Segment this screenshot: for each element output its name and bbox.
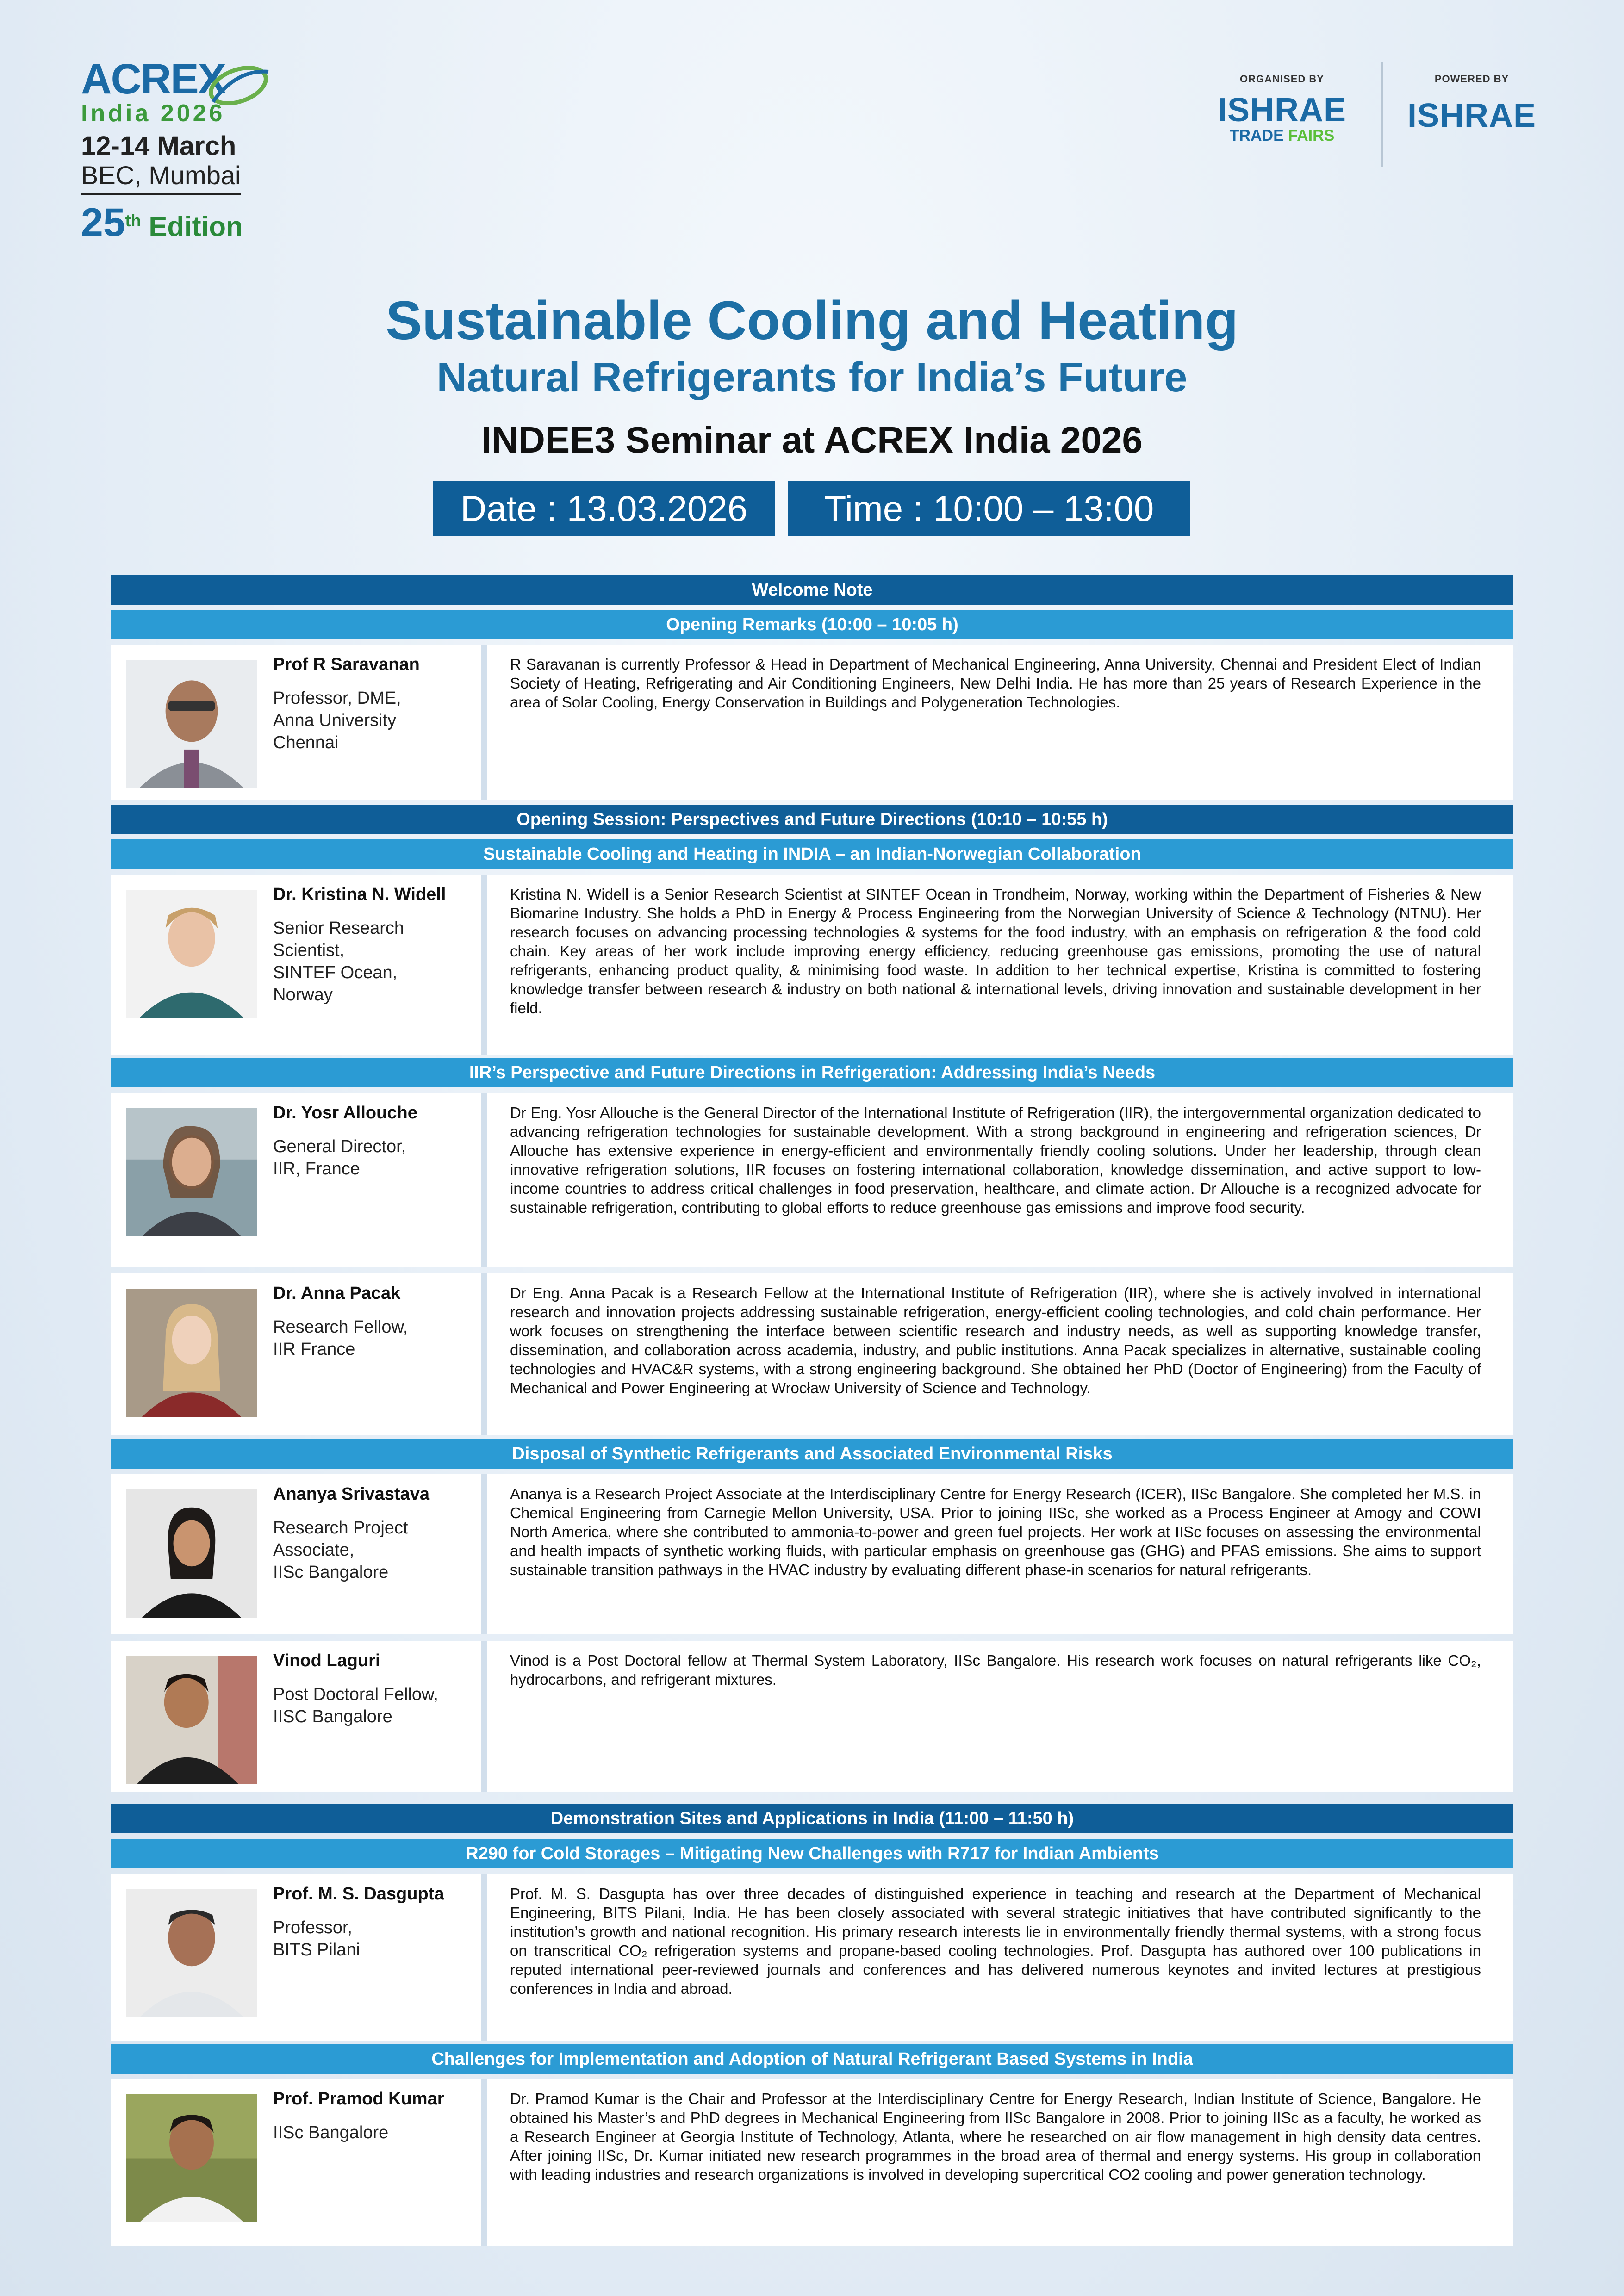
section-bar-welcome: Welcome Note	[111, 575, 1513, 605]
event-dates: 12-14 March	[81, 131, 236, 161]
speaker-role: IISc Bangalore	[273, 2123, 389, 2142]
speaker-photo	[126, 1289, 257, 1417]
speaker-card-saravanan	[111, 645, 1513, 800]
date-badge: Date : 13.03.2026	[433, 481, 775, 536]
speaker-card-laguri	[111, 1641, 1513, 1792]
speaker-card-pacak	[111, 1273, 1513, 1435]
organiser-name: ISHRAE	[1217, 92, 1347, 129]
organiser-subtitle	[1199, 127, 1365, 145]
powered-by-name: ISHRAE	[1407, 97, 1537, 134]
section-bar-opening-remarks: Opening Remarks (10:00 – 10:05 h)	[111, 610, 1513, 639]
speaker-bio: Prof. M. S. Dasgupta has over three decades of distinguished experience in teaching and research at the Department of Mechanical Engineering, BITS Pilani, India. He has been closely associated with several strategic initiatives that have contributed significantly to the institution’s growth and national recognition. His primary research interests lie in environmentally friendly thermal systems, with a strong focus on transcritical CO₂ refrigeration systems and propane-based cooling technologies. Prof. Dasgupta has authored over 100 publications in reputed international peer-reviewed journals and conferences and has delivered numerous keynotes and invited lectures at prestigious conferences in India and abroad.	[510, 1885, 1481, 1997]
speaker-photo	[126, 2094, 257, 2222]
speaker-card-widell	[111, 875, 1513, 1055]
speaker-name: Ananya Srivastava	[273, 1484, 429, 1504]
section-bar-disposal: Disposal of Synthetic Refrigerants and Associated Environmental Risks	[111, 1439, 1513, 1469]
speaker-role: Professor, BITS Pilani	[273, 1918, 360, 1960]
seminar-title: INDEE3 Seminar at ACREX India 2026	[481, 419, 1143, 460]
speaker-photo	[126, 890, 257, 1018]
speaker-role: General Director, IIR, France	[273, 1137, 406, 1179]
time-badge: Time : 10:00 – 13:00	[788, 481, 1190, 536]
speaker-name: Dr. Yosr Allouche	[273, 1103, 417, 1123]
speaker-name: Vinod Laguri	[273, 1651, 380, 1670]
section-bar-challenges: Challenges for Implementation and Adoption of Natural Refrigerant Based Systems in India	[111, 2044, 1513, 2074]
edition-number: 25	[81, 200, 125, 245]
logo-divider	[1381, 62, 1383, 167]
section-bar-opening-session: Opening Session: Perspectives and Future Directions (10:10 – 10:55 h)	[111, 805, 1513, 834]
speaker-role: Research Project Associate, IISc Bangalore	[273, 1518, 408, 1582]
speaker-bio: Dr Eng. Yosr Allouche is the General Director of the International Institute of Refrigeration (IIR), the intergovernmental organization dedicated to advancing refrigeration technologies for sustainable development. With a strong background in engineering and refrigeration sciences, Dr Allouche has extensive experience in energy-efficient and environmentally friendly cooling solutions. Under her leadership, through clean innovative refrigeration solutions, IIR focuses on fostering international collaboration, knowledge dissemination, and active support to low-income countries to address critical challenges in food preservation, healthcare, and climate action. Dr Allouche is a recognized advocate for sustainable refrigeration, contributing to global efforts to reduce greenhouse gas emissions and improve food security.	[510, 1104, 1481, 1216]
edition-badge	[81, 200, 275, 246]
section-bar-demo: Demonstration Sites and Applications in India (11:00 – 11:50 h)	[111, 1804, 1513, 1833]
organiser-sub-trade: TRADE	[1229, 127, 1284, 144]
powered-by-label: POWERED BY	[1434, 73, 1509, 85]
acrex-swoosh-icon	[204, 60, 273, 111]
powered-by-logo	[1393, 73, 1550, 132]
speaker-bio: Dr Eng. Anna Pacak is a Research Fellow at the International Institute of Refrigeration (IIR), where she is actively involved in international research and innovation projects addressing sustainable refrigeration, energy-efficient cooling technologies, and cold chain performance. Her work focuses on strengthening the interface between scientific research and industry needs, as well as supporting knowledge transfer, dissemination, and collaboration across academia, industry, and public institutions. Anna Pacak specializes in alternative, sustainable cooling technologies and HVAC&R systems, with a strong engineering background. She obtained her PhD (Doctor of Engineering) from the Faculty of Mechanical and Power Engineering at Wrocław University of Science and Technology.	[510, 1285, 1481, 1396]
speaker-photo	[126, 1489, 257, 1618]
speaker-name: Dr. Anna Pacak	[273, 1284, 401, 1303]
section-bar-indian-norwegian: Sustainable Cooling and Heating in INDIA – an Indian-Norwegian Collaboration	[111, 839, 1513, 869]
speaker-bio: Dr. Pramod Kumar is the Chair and Professor at the Interdisciplinary Centre for Energy Research, Indian Institute of Science, Bangalore. He obtained his Master’s and PhD degrees in Mechanical Engineering from IISc Bangalore in 2008. Prior to joining IISc as a faculty, he worked as a Research Engineer at Georgia Institute of Technology, Atlanta, where he researched on air flow management in high density data centres. After joining IISc, Dr. Kumar initiated new research programmes in the broad area of thermal and energy systems. His group in collaboration with leading industries and research organizations is involved in developing supercritical CO2 cooling and power generation technology.	[510, 2090, 1481, 2183]
speaker-bio: R Saravanan is currently Professor & Head in Department of Mechanical Engineering, Anna University, Chennai and President Elect of Indian Society of Heating, Refrigerating and Air Conditioning Engineers, New Delhi India. He has more than 25 years of Research Experience in the area of Solar Cooling, Energy Conservation in Buildings and Polygeneration Technologies.	[510, 656, 1481, 711]
acrex-wordmark: ACREX	[81, 56, 226, 103]
speaker-photo	[126, 1656, 257, 1784]
speaker-card-kumar	[111, 2079, 1513, 2246]
acrex-india-year: India 2026	[81, 100, 225, 127]
organiser-sub-fairs: FAIRS	[1288, 127, 1335, 144]
speaker-bio: Ananya is a Research Project Associate at the Interdisciplinary Centre for Energy Research (ICER), IISc Bangalore. She completed her M.S. in Chemical Engineering from Carnegie Mellon University, USA. Prior to joining IISc, she worked as a Process Engineer at Amogy and COWI North America, where she contributed to ammonia-to-power and green fuel projects. Her work at IISc focuses on assessing the environmental and health impacts of synthetic working fluids, with particular emphasis on greenhouse gas (GHG) and PFAS emissions. She aims to support sustainable transition pathways in the HVAC industry by evaluating different phase-in scenarios for natural refrigerants.	[510, 1485, 1481, 1578]
speaker-role: Senior Research Scientist, SINTEF Ocean, Norway	[273, 918, 404, 1005]
speaker-name: Prof. M. S. Dasgupta	[273, 1884, 444, 1904]
speaker-card-allouche	[111, 1093, 1513, 1267]
speaker-photo	[126, 1889, 257, 2017]
organised-by-logo	[1199, 73, 1365, 145]
speaker-name: Prof. Pramod Kumar	[273, 2089, 444, 2109]
speaker-name: Prof R Saravanan	[273, 655, 420, 674]
speaker-role: Professor, DME, Anna University Chennai	[273, 689, 401, 752]
speaker-role: Research Fellow, IIR France	[273, 1317, 408, 1359]
event-venue: BEC, Mumbai	[81, 161, 241, 195]
section-bar-r290: R290 for Cold Storages – Mitigating New Challenges with R717 for Indian Ambients	[111, 1839, 1513, 1868]
page-title: Sustainable Cooling and Heating	[386, 290, 1238, 351]
organised-by-label: ORGANISED BY	[1240, 73, 1324, 85]
page-subtitle: Natural Refrigerants for India’s Future	[436, 354, 1188, 401]
speaker-bio: Vinod is a Post Doctoral fellow at Thermal System Laboratory, IISc Bangalore. His research work focuses on natural refrigerants like CO₂, hydrocarbons, and refrigerant mixtures.	[510, 1652, 1481, 1688]
speaker-name: Dr. Kristina N. Widell	[273, 885, 446, 904]
speaker-photo	[126, 660, 257, 788]
section-bar-iir: IIR’s Perspective and Future Directions in Refrigeration: Addressing India’s Needs	[111, 1058, 1513, 1087]
speaker-photo	[126, 1108, 257, 1236]
speaker-bio: Kristina N. Widell is a Senior Research Scientist at SINTEF Ocean in Trondheim, Norway, working within the Department of Fisheries & New Biomarine Industry. She holds a PhD in Energy & Process Engineering from the Norwegian University of Science & Technology (NTNU). Her research focuses on advancing processing technologies & systems for the food industry, with an emphasis on refrigeration & the food cold chain. Key areas of her work include improving energy efficiency, reducing greenhouse gas emissions, promoting the use of natural refrigerants, enhancing product quality, & minimising food waste. In addition to her technical expertise, Kristina is committed to fostering knowledge transfer between research & industry on both national & international levels, driving innovation and sustainable development in her field.	[510, 886, 1481, 1017]
speaker-role: Post Doctoral Fellow, IISC Bangalore	[273, 1685, 438, 1726]
edition-suffix: th	[125, 211, 141, 230]
speaker-card-dasgupta	[111, 1874, 1513, 2041]
speaker-card-srivastava	[111, 1474, 1513, 1634]
edition-word: Edition	[149, 211, 243, 242]
